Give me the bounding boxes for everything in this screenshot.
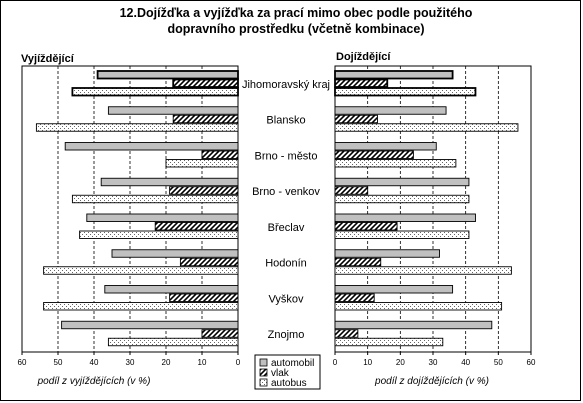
category-label-5: Hodonín: [265, 257, 307, 270]
category-label-6: Vyškov: [268, 293, 304, 306]
tick-label-right-20: 20: [395, 358, 405, 367]
bar-right-autobus-2: [335, 160, 456, 168]
bar-left-autobus-1: [36, 124, 238, 132]
category-label-1: Blansko: [266, 114, 306, 127]
bar-right-automobil-4: [335, 214, 475, 222]
category-labels: [242, 79, 330, 341]
category-label-2: Brno - město: [254, 150, 318, 163]
tick-label-left-20: 20: [161, 358, 171, 367]
legend: [255, 355, 320, 389]
legend-swatch-autobus: [260, 379, 267, 386]
bar-left-vlak-6: [170, 294, 238, 302]
bar-left-automobil-0: [98, 71, 238, 79]
legend-swatch-vlak: [260, 369, 267, 376]
bar-right-automobil-3: [335, 178, 469, 186]
bar-right-automobil-5: [335, 250, 440, 258]
bar-left-vlak-2: [202, 151, 238, 159]
bar-right-autobus-4: [335, 231, 469, 239]
bar-left-autobus-2: [166, 160, 238, 168]
bar-right-vlak-4: [335, 223, 397, 231]
right-panel-label: Dojíždějící: [336, 51, 391, 63]
bar-right-autobus-5: [335, 267, 511, 275]
chart-title-line2: dopravního prostředku (včetně kombinace): [167, 22, 425, 36]
bar-right-autobus-0: [335, 88, 475, 96]
tick-label-right-50: 50: [493, 358, 503, 367]
bar-right-vlak-6: [335, 294, 374, 302]
tick-label-left-10: 10: [197, 358, 207, 367]
category-label-7: Znojmo: [267, 329, 305, 342]
bar-right-automobil-2: [335, 143, 436, 151]
bar-right-vlak-5: [335, 258, 381, 266]
bar-right-automobil-6: [335, 286, 453, 294]
bar-left-automobil-5: [112, 250, 238, 258]
bar-left-automobil-2: [65, 143, 238, 151]
tick-label-right-30: 30: [428, 358, 438, 367]
chart-title-line1: 12.Dojížďka a vyjížďka za prací mimo obec podle použitého: [119, 6, 473, 20]
left-plot-area: [18, 66, 241, 367]
category-label-0: Jihomoravský kraj: [241, 78, 331, 91]
bar-right-vlak-1: [335, 115, 377, 123]
bar-right-vlak-7: [335, 330, 358, 338]
bar-right-automobil-1: [335, 107, 446, 115]
legend-label-automobil: automobil: [271, 358, 315, 369]
bar-right-autobus-3: [335, 195, 469, 203]
left-x-axis-label: podíl z vyjíždějících (v %): [37, 376, 151, 387]
right-plot-area: [333, 66, 536, 367]
tick-label-right-60: 60: [526, 358, 536, 367]
bar-left-autobus-4: [80, 231, 238, 239]
legend-label-vlak: vlak: [271, 368, 289, 379]
bar-right-automobil-7: [335, 321, 492, 329]
legend-swatch-automobil: [260, 359, 267, 366]
bar-left-automobil-4: [87, 214, 238, 222]
bar-left-autobus-0: [72, 88, 238, 96]
bar-left-vlak-0: [173, 80, 238, 88]
bar-left-automobil-7: [62, 321, 238, 329]
tick-label-right-0: 0: [332, 358, 338, 367]
tick-label-left-40: 40: [89, 358, 99, 367]
bar-left-vlak-3: [170, 187, 238, 195]
category-label-4: Břeclav: [267, 221, 305, 234]
bar-left-vlak-1: [173, 115, 238, 123]
tick-label-left-0: 0: [235, 358, 241, 367]
bar-left-autobus-3: [72, 195, 238, 203]
bar-right-vlak-3: [335, 187, 368, 195]
tick-label-left-50: 50: [53, 358, 63, 367]
bar-left-automobil-1: [108, 107, 238, 115]
bar-left-vlak-4: [155, 223, 238, 231]
bar-right-automobil-0: [335, 71, 453, 79]
bar-left-autobus-6: [44, 303, 238, 311]
bar-right-vlak-0: [335, 80, 387, 88]
tick-label-left-60: 60: [17, 358, 27, 367]
bar-left-vlak-5: [180, 258, 238, 266]
bar-right-autobus-1: [335, 124, 518, 132]
bar-right-autobus-6: [335, 303, 502, 311]
right-x-axis-label: podíl z dojíždějících (v %): [375, 376, 489, 387]
bar-right-autobus-7: [335, 338, 443, 346]
left-panel-label: Vyjíždějící: [21, 53, 74, 65]
bar-left-automobil-6: [105, 286, 238, 294]
bar-left-automobil-3: [101, 178, 238, 186]
bar-right-vlak-2: [335, 151, 413, 159]
legend-label-autobus: autobus: [271, 378, 307, 389]
tick-label-right-10: 10: [363, 358, 373, 367]
tick-label-right-40: 40: [461, 358, 471, 367]
bar-left-autobus-5: [44, 267, 238, 275]
tick-label-left-30: 30: [125, 358, 135, 367]
category-label-3: Brno - venkov: [252, 186, 320, 199]
bar-left-vlak-7: [202, 330, 238, 338]
bar-left-autobus-7: [108, 338, 238, 346]
